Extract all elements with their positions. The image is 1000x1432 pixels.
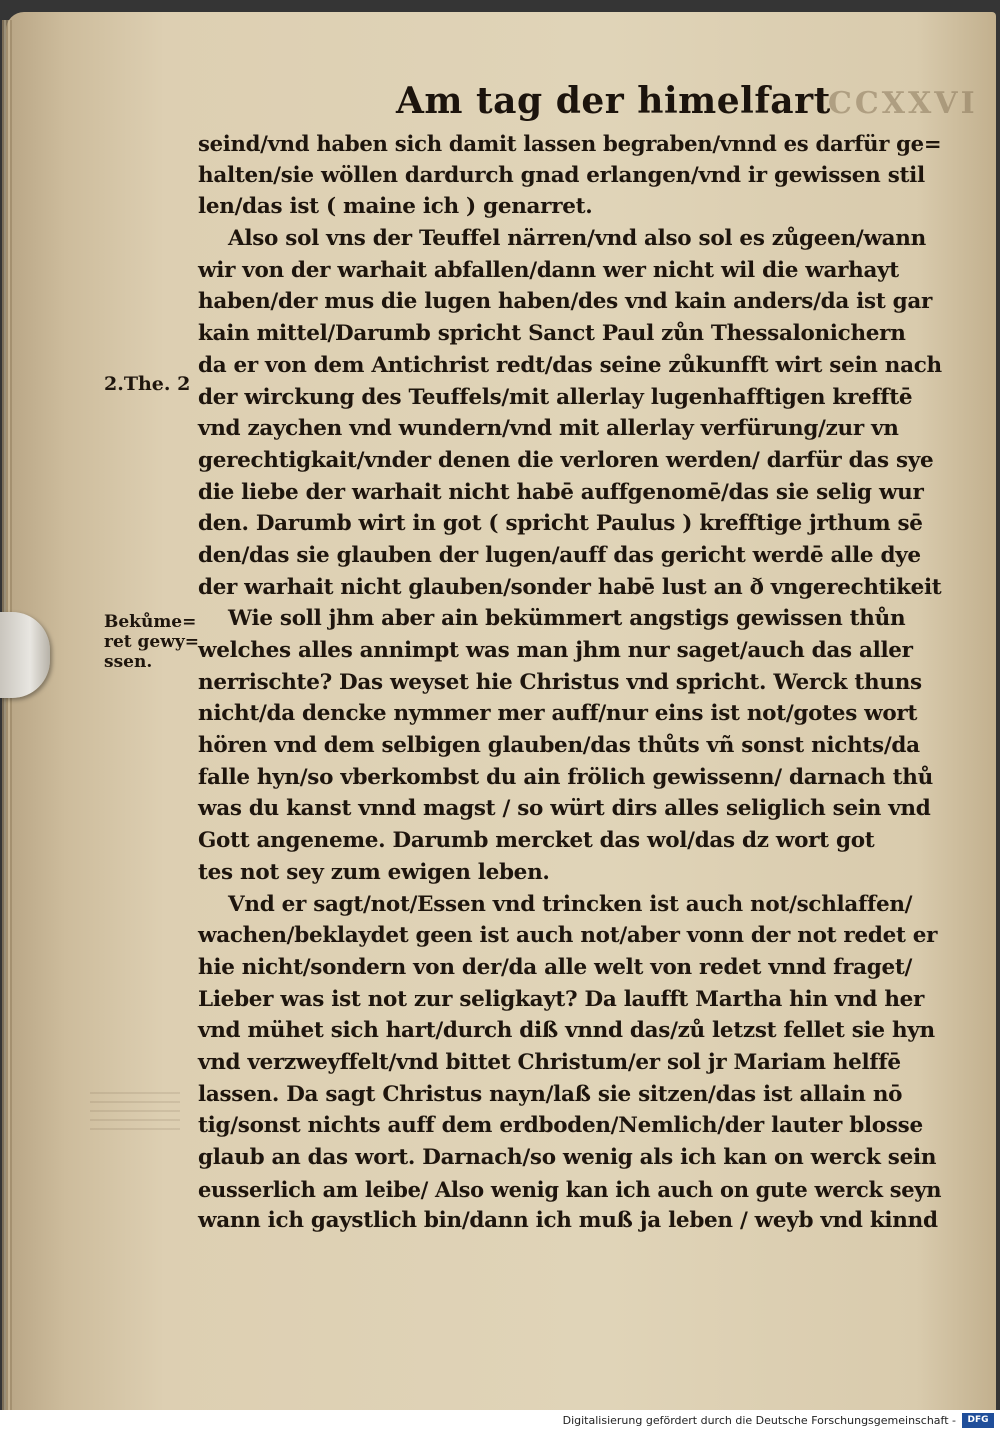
marginal-line: Bekůme= — [104, 612, 197, 632]
page-edges — [2, 20, 12, 1410]
text-line: der wirckung des Teuffels/mit allerlay lugenhafftigen krefftē — [198, 384, 913, 410]
running-head: Am tag der himelfart — [396, 80, 831, 122]
text-line: tes not sey zum ewigen leben. — [198, 859, 550, 885]
text-line: den/das sie glauben der lugen/auff das gericht werdē alle dye — [198, 542, 921, 568]
text-line: falle hyn/so vberkombst du ain frölich gewissenn/ darnach thů — [198, 764, 933, 790]
marginal-note-topic — [104, 612, 199, 672]
text-line: vnd zaychen vnd wundern/vnd mit allerlay verfürung/zur vn — [198, 416, 899, 442]
text-line: gerechtigkait/vnder denen die verloren werden/ darfür das sye — [198, 447, 934, 473]
text-line: vnd mühet sich hart/durch diß vnnd das/zů letzst fellet sie hyn — [198, 1018, 935, 1044]
marginal-line: ssen. — [104, 652, 153, 672]
text-line: was du kanst vnnd magst / so würt dirs alles seliglich sein vnd — [198, 796, 931, 822]
digitization-footer — [0, 1410, 1000, 1432]
text-line: Also sol vns der Teuffel närren/vnd also sol es zůgeen/wann — [228, 226, 926, 252]
text-line: vnd verzweyffelt/vnd bittet Christum/er sol jr Mariam helffē — [198, 1049, 901, 1075]
text-line: Lieber was ist not zur seligkayt? Da laufft Martha hin vnd her — [198, 986, 925, 1012]
text-line: glaub an das wort. Darnach/so wenig als ich kan on werck sein — [198, 1145, 937, 1170]
page-number: CCXXVI — [828, 86, 978, 121]
ink-bleed-through — [90, 1090, 180, 1130]
text-line: der warhait nicht glauben/sonder habē lust an ð vngerechtikeit — [198, 574, 942, 600]
marginal-line: 2.The. 2 — [104, 373, 191, 395]
text-line: Wie soll jhm aber ain bekümmert angstigs gewissen thůn — [228, 606, 906, 632]
text-line: wann ich gaystlich bin/dann ich muß ja leben / weyb vnd kinnd — [198, 1208, 938, 1234]
text-line: len/das ist ( maine ich ) genarret. — [198, 194, 593, 220]
text-line: haben/der mus die lugen haben/des vnd kain anders/da ist gar — [198, 289, 933, 315]
text-line: nerrischte? Das weyset hie Christus vnd spricht. Werck thuns — [198, 669, 922, 695]
text-line: kain mittel/Darumb spricht Sanct Paul zůn Thessalonichern — [198, 321, 906, 347]
text-line: Gott angeneme. Darumb mercket das wol/das dz wort got — [198, 828, 875, 854]
text-line: wachen/beklaydet geen ist auch not/aber vonn der not redet er — [198, 923, 938, 949]
text-line: eusserlich am leibe/ Also wenig kan ich auch on gute werck seyn — [198, 1176, 942, 1202]
body-text — [198, 128, 942, 1237]
text-line: halten/sie wöllen dardurch gnad erlangen/vnd ir gewissen stil — [198, 162, 925, 188]
text-line: den. Darumb wirt in got ( spricht Paulus ) krefftige jrthum sē — [198, 511, 923, 537]
text-line: wir von der warhait abfallen/dann wer nicht wil die warhayt — [198, 257, 899, 283]
marginal-line: ret gewy= — [104, 632, 200, 652]
text-line: welches alles annimpt was man jhm nur saget/auch das aller — [198, 638, 913, 663]
funding-credit: Digitalisierung gefördert durch die Deutsche Forschungsgemeinschaft - — [562, 1414, 956, 1427]
text-line: da er von dem Antichrist redt/das seine zůkunfft wirt sein nach — [198, 352, 942, 378]
text-line: lassen. Da sagt Christus nayn/laß sie sitzen/das ist allain nō — [198, 1081, 903, 1107]
text-line: hie nicht/sondern von der/da alle welt von redet vnnd fraget/ — [198, 954, 913, 980]
dfg-logo: DFG — [962, 1413, 994, 1428]
text-line: die liebe der warhait nicht habē auffgenomē/das sie selig wur — [198, 479, 924, 505]
text-line: tig/sonst nichts auff dem erdboden/Nemlich/der lauter blosse — [198, 1113, 923, 1139]
text-line: nicht/da dencke nymmer mer auff/nur eins ist not/gotes wort — [198, 701, 918, 727]
text-line: seind/vnd haben sich damit lassen begraben/vnnd es darfür ge= — [198, 131, 942, 156]
text-line: hören vnd dem selbigen glauben/das thůts vñ sonst nichts/da — [198, 733, 920, 759]
marginal-note-reference — [104, 374, 190, 394]
text-line: Vnd er sagt/not/Essen vnd trincken ist auch not/schlaffen/ — [228, 891, 913, 917]
